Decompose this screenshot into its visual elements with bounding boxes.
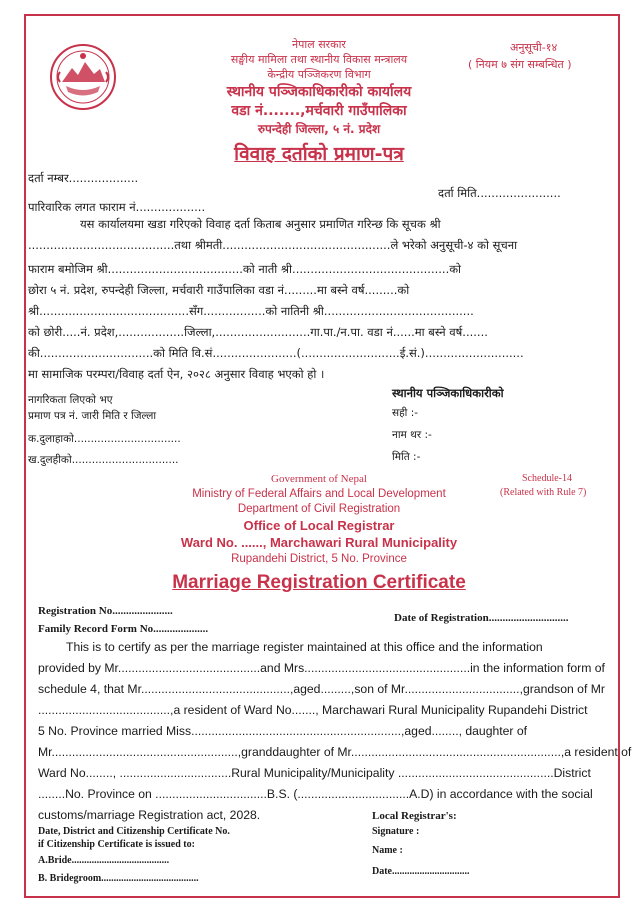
np-department: केन्द्रीय पञ्जिकरण विभाग xyxy=(267,68,371,81)
np-citizen-1: नागरिकता लिएको भए xyxy=(28,394,113,406)
np-groom: क.दुलाहाको................................ xyxy=(28,433,181,445)
en-district: Rupandehi District, 5 No. Province xyxy=(231,553,407,565)
en-ministry: Ministry of Federal Affairs and Local Development xyxy=(192,488,446,500)
en-line-5: 5 No. Province married Miss..............................................................,aged........, daughter of xyxy=(38,724,528,738)
np-district: रुपन्देही जिल्ला, ५ नं. प्रदेश xyxy=(257,122,381,136)
np-rule: ( नियम ७ संग सम्बन्धित ) xyxy=(468,58,572,71)
en-ward: Ward No. ......, Marchawari Rural Municipality xyxy=(180,535,458,550)
np-registrar: स्थानीय पञ्जिकाधिकारीको xyxy=(392,386,504,400)
np-schedule: अनुसूची-१४ xyxy=(510,41,558,54)
en-name: Name : xyxy=(372,845,403,856)
en-title: Marriage Registration Certificate xyxy=(172,572,466,593)
np-title: विवाह दर्ताको प्रमाण-पत्र xyxy=(234,143,404,165)
en-reg-date: Date of Registration............................. xyxy=(394,612,569,624)
en-bride: A.Bride....................................... xyxy=(38,855,170,866)
np-line-2: ........................................तथा श्रीमती..............................................ले भरेको अनुसूची-४ को सूचना xyxy=(28,238,518,252)
en-line-3: schedule 4, that Mr............................................,aged.........,son of Mr..................................,grandson of Mr xyxy=(38,682,605,696)
en-citizen-2: if Citizenship Certificate is issued to: xyxy=(38,839,195,850)
en-line-8: ........No. Province on .................................B.S. (.................................A.D) in accordance with the social xyxy=(38,787,593,801)
en-groom: B. Bridegroom....................................... xyxy=(38,873,199,884)
np-line-1: यस कार्यालयमा खडा गरिएको विवाह दर्ता किताब अनुसार प्रमाणित गरिन्छ कि सूचक श्री xyxy=(80,217,441,231)
np-govt: नेपाल सरकार xyxy=(292,38,346,51)
en-reg-no: Registration No...................... xyxy=(38,605,173,617)
np-sign: सही :- xyxy=(392,407,419,419)
np-ward: वडा नं.......,मर्चवारी गाउँपालिका xyxy=(231,103,407,119)
en-family-form: Family Record Form No.................... xyxy=(38,623,209,635)
en-office: Office of Local Registrar xyxy=(243,518,395,533)
en-schedule: Schedule-14 xyxy=(522,473,572,484)
en-govt: Government of Nepal xyxy=(271,473,367,485)
en-line-7: Ward No........, .................................Rural Municipality/Municipality ..............................................District xyxy=(38,766,591,780)
np-line-6: को छोरी.....नं. प्रदेश,..................जिल्ला,..........................गा.पा./न.पा. वडा नं......मा बस्ने वर्ष....... xyxy=(28,325,488,339)
np-line-7: की...............................को मिति वि.सं.......................(...........................ई.सं.)........................... xyxy=(28,346,524,360)
en-sign: Signature : xyxy=(372,826,420,837)
en-line-6: Mr.......................................................,granddaughter of Mr..............................................................,a resident of xyxy=(38,745,632,759)
np-line-8: मा सामाजिक परम्परा/विवाह दर्ता ऐन, २०२८ अनुसार विवाह भएको हो । xyxy=(28,367,325,381)
en-rule: (Related with Rule 7) xyxy=(500,487,587,498)
en-line-1: This is to certify as per the marriage register maintained at this office and the information xyxy=(66,640,543,654)
en-line-4: .......................................,a resident of Ward No......., Marchawari Rural Municipality Rupandehi District xyxy=(38,703,588,717)
en-citizen-1: Date, District and Citizenship Certificate No. xyxy=(38,826,230,837)
en-date: Date............................... xyxy=(372,866,470,877)
np-ministry: सङ्घीय मामिला तथा स्थानीय विकास मन्त्रालय xyxy=(230,53,408,66)
np-citizen-2: प्रमाण पत्र नं. जारी मिति र जिल्ला xyxy=(28,410,157,422)
np-office: स्थानीय पञ्जिकाधिकारीको कार्यालय xyxy=(226,84,412,100)
en-registrar: Local Registrar's: xyxy=(372,810,457,822)
np-line-5: श्री.........................................सँग.................को नातिनी श्री......................................... xyxy=(28,304,474,318)
np-bride: ख.दुलहीको................................ xyxy=(28,454,179,466)
np-date: मिति :- xyxy=(392,451,421,463)
np-name: नाम थर :- xyxy=(392,429,432,441)
np-reg-date: दर्ता मिति....................... xyxy=(438,186,561,200)
np-family-form: पारिवारिक लगत फाराम नं................... xyxy=(28,200,206,214)
en-line-9: customs/marriage Registration act, 2028. xyxy=(38,808,261,822)
en-department: Department of Civil Registration xyxy=(237,503,401,515)
np-line-4: छोरा ५ नं. प्रदेश, रुपन्देही जिल्ला, मर्चवारी गाउँपालिका वडा नं.........मा बस्ने वर्ष.........को xyxy=(28,283,410,297)
np-reg-no: दर्ता नम्बर................... xyxy=(28,171,139,185)
np-line-3: फाराम बमोजिम श्री.....................................को नाती श्री...........................................को xyxy=(28,262,462,276)
en-line-2: provided by Mr..........................................and Mrs.................................................in the information form of xyxy=(38,661,605,675)
